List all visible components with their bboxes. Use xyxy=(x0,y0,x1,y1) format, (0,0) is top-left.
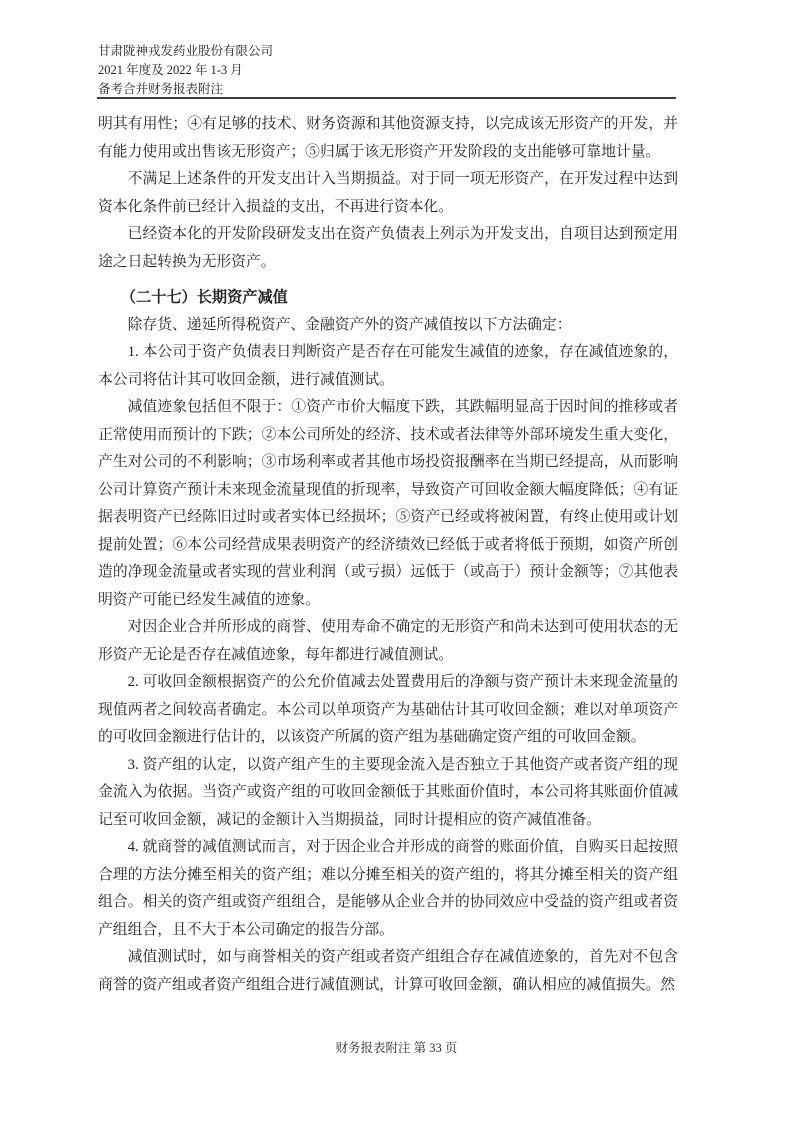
paragraph: 减值测试时，如与商誉相关的资产组或者资产组组合存在减值迹象的，首先对不包含商誉的资产组或者资产组组合进行减值测试，计算可收回金额，确认相应的减值损失。然 xyxy=(98,949,678,993)
paragraph: 2. 可收回金额根据资产的公允价值减去处置费用后的净额与资产预计未来现金流量的现值两者之间较高者确定。本公司以单项资产为基础估计其可收回金额；难以对单项资产的可收回金额进行估计的，以该资产所属的资产组为基础确定资产组的可收回金额。 xyxy=(98,674,678,745)
paragraph: 除存货、递延所得税资产、金融资产外的资产减值按以下方法确定： xyxy=(127,316,572,333)
paragraph: 减值迹象包括但不限于：①资产市价大幅度下跌，其跌幅明显高于因时间的推移或者正常使用而预计的下跌；②本公司所处的经济、技术或者法律等外部环境发生重大变化，产生对公司的不利影响；③市场利率或者其他市场投资报酬率在当期已经提高，从而影响公司计算资产预计未来现金流量现值的折现率，导致资产可回收金额大幅度降低；④有证据表明资产已经陈旧过时或者实体已经损坏；⑤资产已经或将被闲置，有终止使用或计划提前处置；⑥本公司经营成果表明资产的经济绩效已经低于或者将低于预期，如资产所创造的净现金流量或者实现的营业利润（或亏损）远低于（或高于）预计金额等；⑦其他表明资产可能已经发生减值的迹象。 xyxy=(98,399,678,608)
header-divider xyxy=(97,97,676,99)
paragraph: 4. 就商誉的减值测试而言，对于因企业合并形成的商誉的账面价值，自购买日起按照合理的方法分摊至相关的资产组；难以分摊至相关的资产组的，将其分摊至相关的资产组组合。相关的资产组或资产组组合，是能够从企业合并的协同效应中受益的资产组或者资产组组合，且不大于本公司确定的报告分部。 xyxy=(98,839,678,938)
report-period: 2021 年度及 2022 年 1-3 月 xyxy=(98,63,243,77)
document-body xyxy=(98,111,678,999)
paragraph: 不满足上述条件的开发支出计入当期损益。对于同一项无形资产，在开发过程中达到资本化条件前已经计入损益的支出，不再进行资本化。 xyxy=(98,171,678,215)
paragraph: 1. 本公司于资产负债表日判断资产是否存在可能发生减值的迹象，存在减值迹象的，本公司将估计其可收回金额，进行减值测试。 xyxy=(98,344,678,388)
paragraph: 3. 资产组的认定，以资产组产生的主要现金流入是否独立于其他资产或者资产组的现金流入为依据。当资产或资产组的可收回金额低于其账面价值时，本公司将其账面价值减记至可收回金额，减记的金额计入当期损益，同时计提相应的资产减值准备。 xyxy=(98,756,678,828)
footer-page-label: 财务报表附注 第 33 页 xyxy=(335,1041,458,1055)
document-title: 备考合并财务报表附注 xyxy=(98,82,224,96)
document-header xyxy=(98,42,273,99)
document-footer xyxy=(0,1038,793,1056)
paragraph: 已经资本化的开发阶段研发支出在资产负债表上列示为开发支出，自项目达到预定用途之日起转换为无形资产。 xyxy=(98,226,678,270)
paragraph: 对因企业合并所形成的商誉、使用寿命不确定的无形资产和尚未达到可使用状态的无形资产无论是否存在减值迹象，每年都进行减值测试。 xyxy=(98,619,678,663)
paragraph-continued: 明其有用性；④有足够的技术、财务资源和其他资源支持，以完成该无形资产的开发，并有能力使用或出售该无形资产；⑤归属于该无形资产开发阶段的支出能够可靠地计量。 xyxy=(98,116,678,160)
company-name: 甘肃陇神戎发药业股份有限公司 xyxy=(98,44,274,58)
section-heading-long-term-asset-impairment: （二十七）长期资产减值 xyxy=(120,289,288,306)
